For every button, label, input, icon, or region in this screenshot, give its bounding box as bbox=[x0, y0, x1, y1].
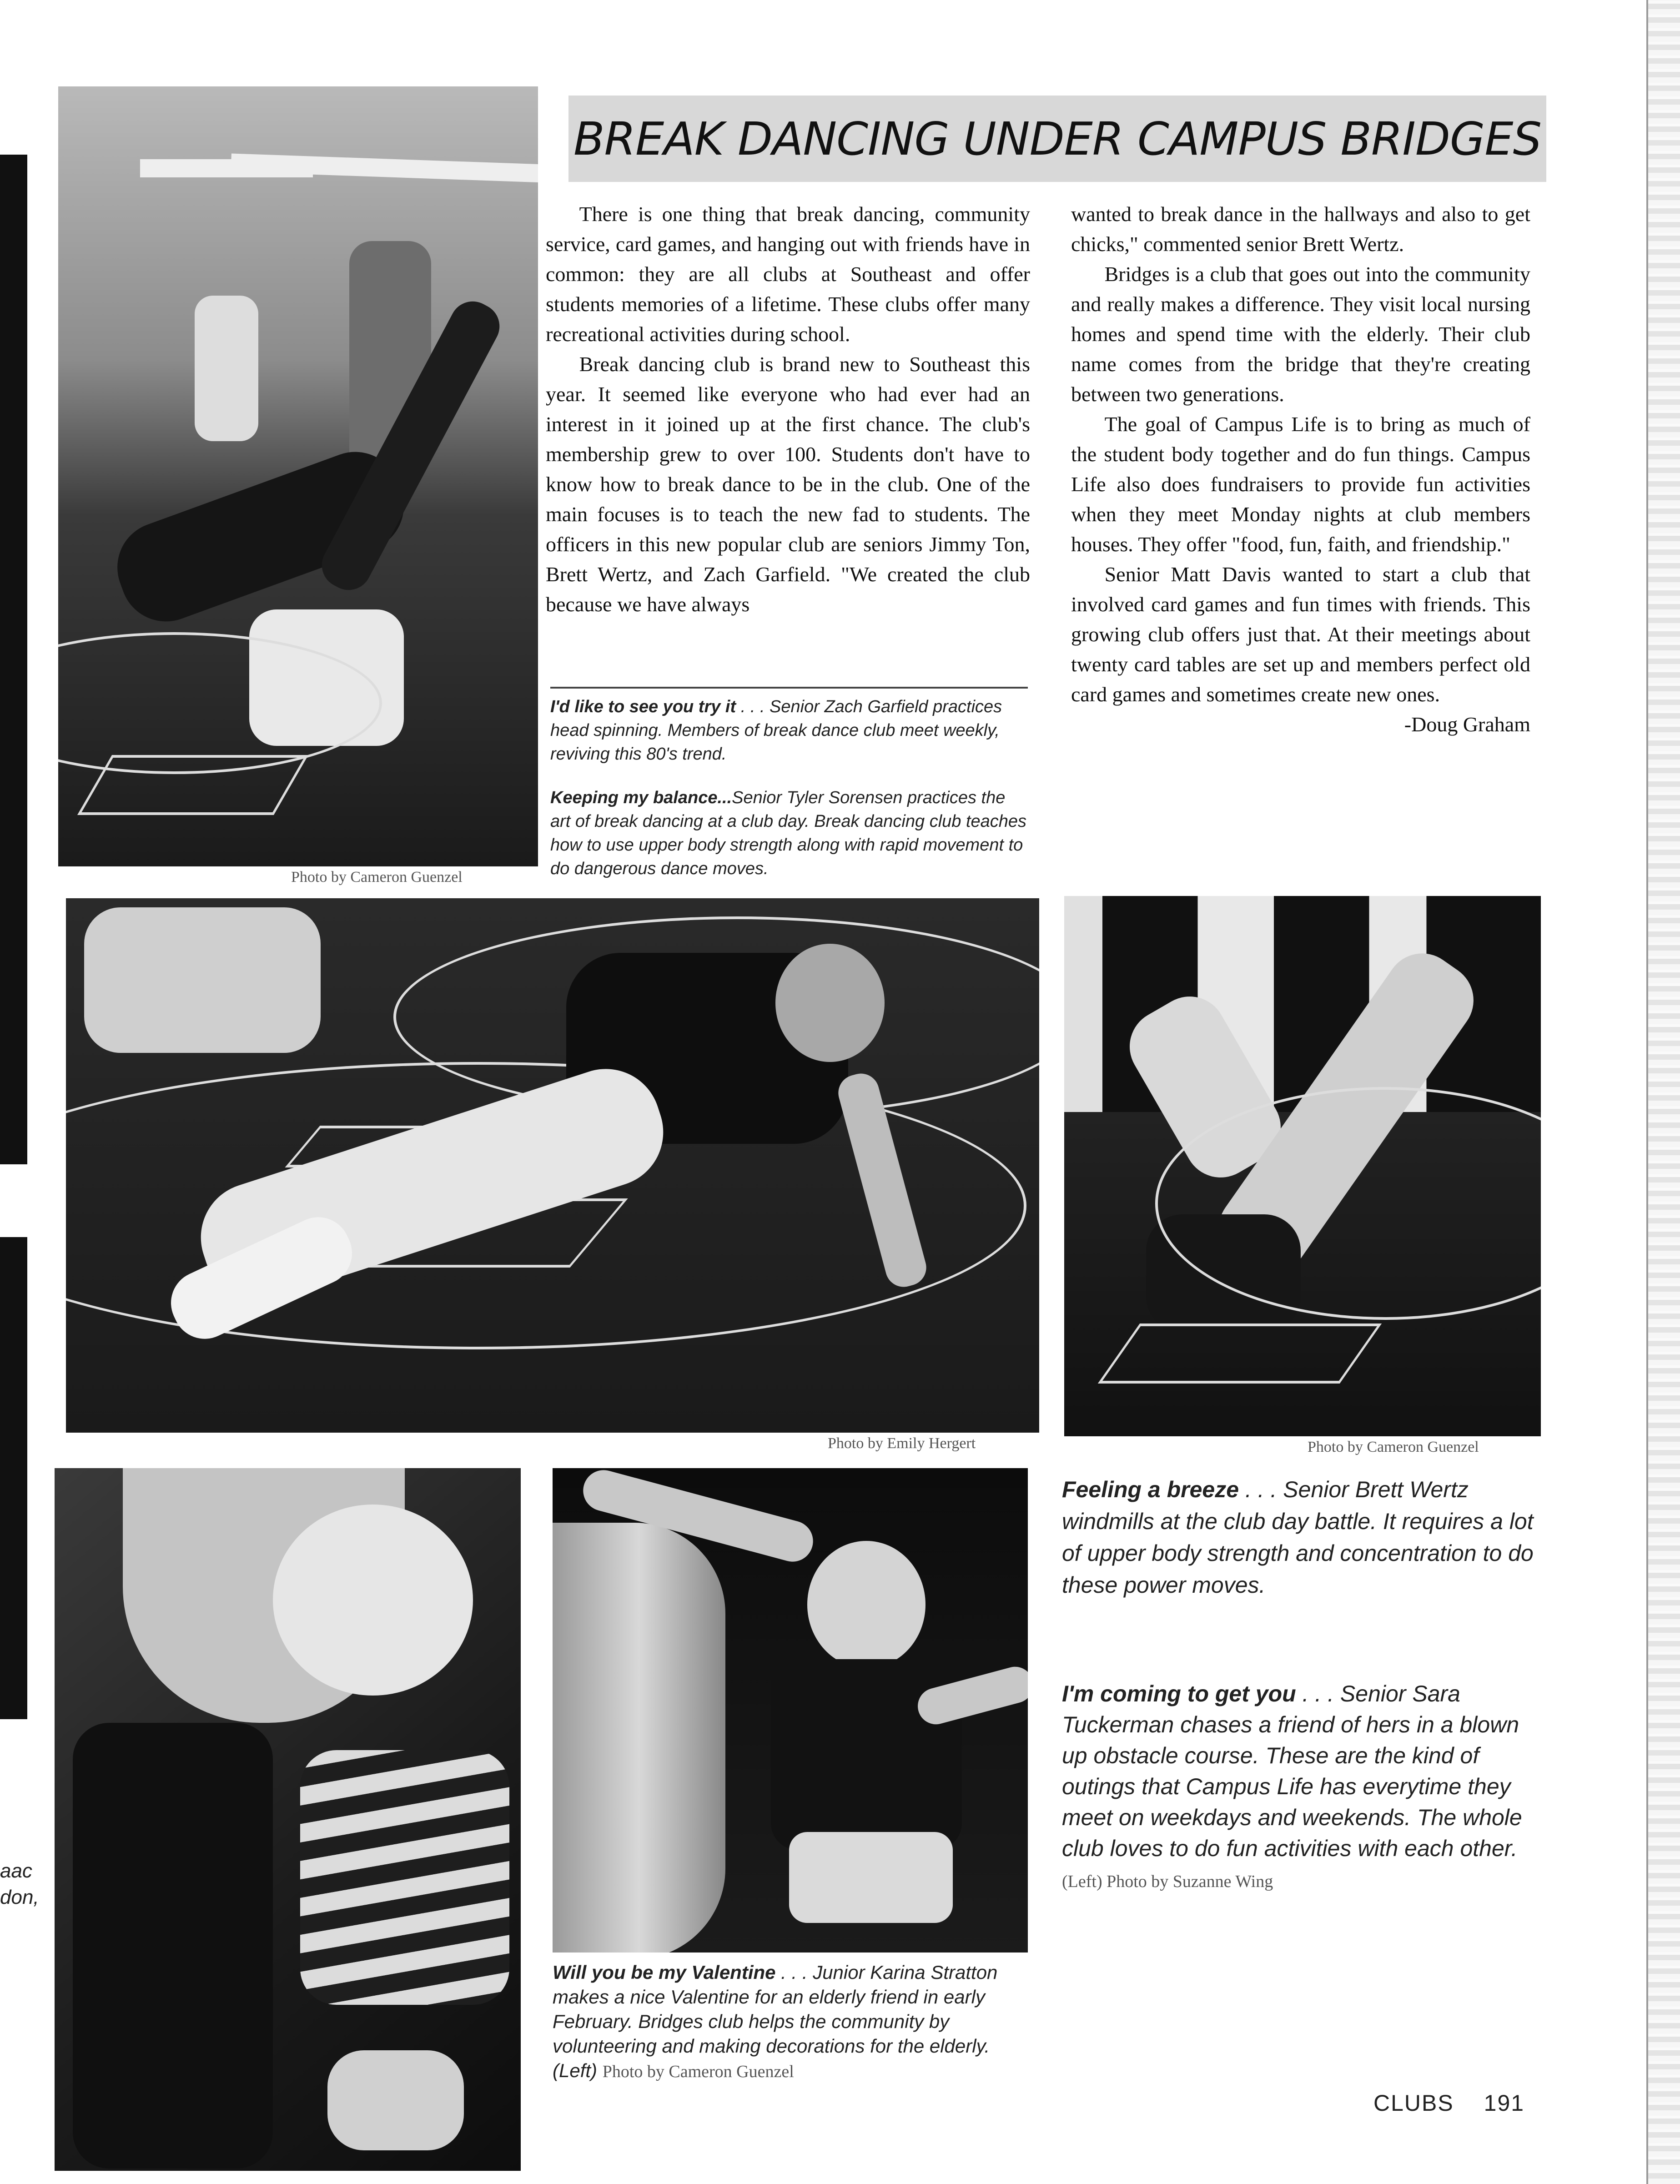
caption-divider bbox=[550, 687, 1028, 689]
article-continuation: wanted to break dance in the hallways and also to get chicks," commented senior Brett Wertz. bbox=[1071, 202, 1530, 256]
photo-credit: Photo by Cameron Guenzel bbox=[291, 869, 463, 886]
photo-valentine bbox=[55, 1468, 521, 2171]
page-edge bbox=[1646, 0, 1680, 2184]
caption-lead: Feeling a breeze bbox=[1062, 1477, 1239, 1502]
article-paragraph: Break dancing club is brand new to Southeast this year. It seemed like everyone who had ever had an interest in it joined up at the first chance. The club's membership grew to over 100. Students don't have to know how to break dance to be in the club. One of the main focuses is to teach the new fad to students. The officers in this new popular club are seniors Jimmy Ton, Brett Wertz, and Zach Garfield. "We created the club because we have always bbox=[546, 352, 1030, 616]
page-number: 191 bbox=[1484, 2090, 1525, 2116]
article-column-2 bbox=[1071, 199, 1530, 740]
adjacent-page-edge bbox=[0, 1237, 27, 1719]
caption-lead: Will you be my Valentine bbox=[553, 1962, 776, 1983]
caption-lead: I'd like to see you try it bbox=[550, 697, 736, 716]
photo-credit: Photo by Cameron Guenzel bbox=[1308, 1439, 1479, 1455]
caption-obstacle: I'm coming to get you . . . Senior Sara Tuckerman chases a friend of hers in a blown up obstacle course. These are the kind of outings that Campus Life has everytime they meet on weekdays and weekends. The whole club loves to do fun activities with each other. (Left) Photo by Suzanne Wing bbox=[1062, 1681, 1522, 1891]
caption-windmill: Feeling a breeze . . . Senior Brett Wertz windmills at the club day battle. It requires a lot of upper body strength and concentration to do these power moves. bbox=[1062, 1477, 1534, 1598]
page-title: BREAK DANCING UNDER CAMPUS BRIDGES bbox=[573, 112, 1542, 166]
caption-lead: Keeping my balance... bbox=[550, 788, 732, 807]
article-paragraph: There is one thing that break dancing, community service, card games, and hanging out with friends have in common: they are all clubs at Southeast and offer students memories of a lifetime. These clubs offer many recreational activities during school. bbox=[546, 202, 1030, 346]
photo-windmill bbox=[1064, 896, 1541, 1436]
article-column-1 bbox=[546, 199, 1030, 619]
article-paragraph: The goal of Campus Life is to bring as much of the student body together and do fun things. Campus Life also does fundraisers to provide fun activities when they meet Monday nights at club members houses. They offer "food, fun, faith, and friendship." bbox=[1071, 413, 1530, 556]
photo-head-spin bbox=[58, 86, 538, 866]
caption-head-spin: I'd like to see you try it . . . Senior Zach Garfield practices head spinning. Members of break dance club meet weekly, reviving this 80's trend. bbox=[550, 697, 1002, 764]
page-title-bar bbox=[568, 96, 1546, 182]
caption-valentine: Will you be my Valentine . . . Junior Karina Stratton makes a nice Valentine for an elderly friend in early February. Bridges club helps the community by volunteering and making decorations for the elderly. (Left) Photo by Cameron Guenzel bbox=[553, 1962, 998, 2081]
photo-credit: (Left) Photo by Suzanne Wing bbox=[1062, 1872, 1273, 1891]
adjacent-page-edge bbox=[0, 696, 27, 1164]
caption-balance: Keeping my balance...Senior Tyler Sorensen practices the art of break dancing at a club day. Break dancing club teaches how to use upper body strength along with rapid movement to do dangerous dance moves. bbox=[550, 788, 1027, 878]
section-label: CLUBS bbox=[1373, 2090, 1454, 2116]
page-footer bbox=[1373, 2090, 1524, 2116]
gutter-text: aac don, bbox=[0, 1860, 39, 1908]
adjacent-page-edge bbox=[0, 155, 27, 710]
article-paragraph: Bridges is a club that goes out into the community and really makes a difference. They visit local nursing homes and spend time with the elderly. Their club name comes from the bridge that they're creating between two generations. bbox=[1071, 262, 1530, 406]
photo-credit: Photo by Emily Hergert bbox=[828, 1435, 976, 1452]
article-byline: -Doug Graham bbox=[1404, 713, 1530, 736]
photo-balance bbox=[66, 898, 1039, 1433]
photo-obstacle-course bbox=[553, 1468, 1028, 1953]
article-paragraph: Senior Matt Davis wanted to start a club that involved card games and fun times with friends. This growing club offers just that. At their meetings about twenty card tables are set up and members perfect old card games and sometimes create new ones. bbox=[1071, 563, 1530, 706]
caption-lead: I'm coming to get you bbox=[1062, 1681, 1296, 1706]
photo-credit: Photo by Cameron Guenzel bbox=[602, 2062, 794, 2081]
